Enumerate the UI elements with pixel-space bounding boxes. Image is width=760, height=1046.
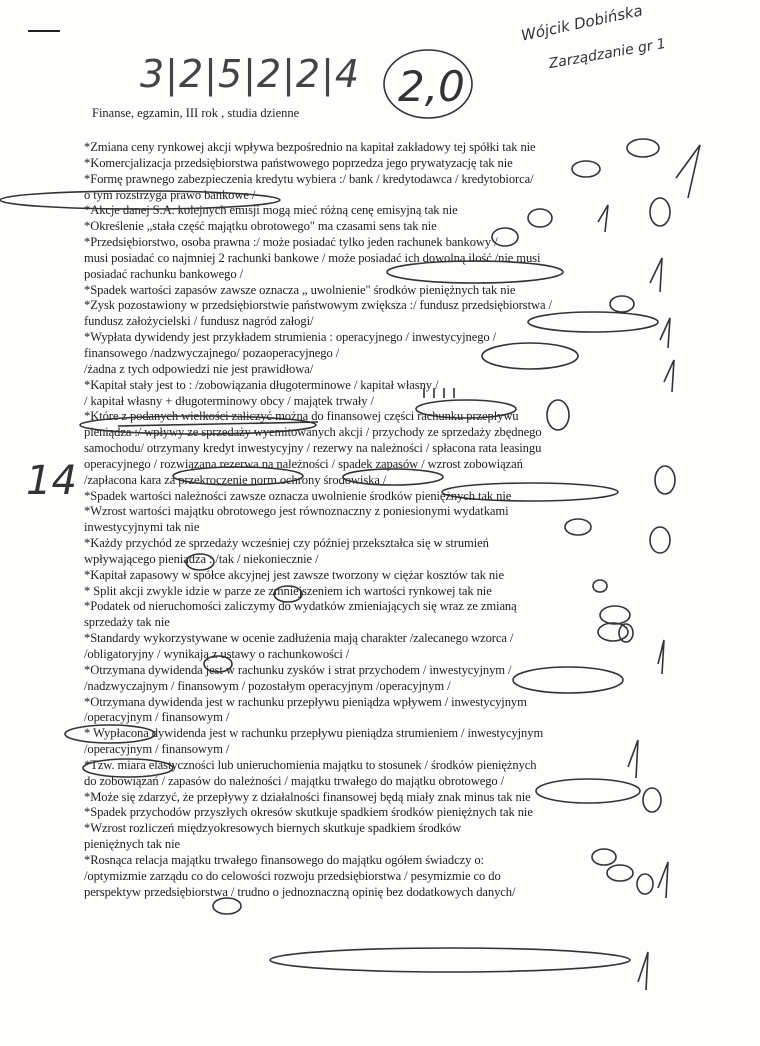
checkmark-icon xyxy=(664,360,674,392)
checkmark-icon xyxy=(676,145,700,198)
answer-circle-icon xyxy=(270,948,630,972)
answer-circle-icon xyxy=(416,400,516,418)
checkmark-icon xyxy=(658,862,668,898)
text-line: *Zmiana ceny rynkowej akcji wpływa bezpośrednio na kapitał zakładowy tej spółki tak nie xyxy=(84,140,536,154)
text-line: *Komercjalizacja przedsiębiorstwa państwowego poprzedza jego prywatyzację tak nie xyxy=(84,155,513,170)
answer-circle-icon xyxy=(213,898,241,914)
text-line: finansowego /nadzwyczajnego/ pozaoperacyjnego / xyxy=(84,345,340,360)
text-line: /obligatoryjny / wynikają z ustawy o rachunkowości / xyxy=(84,647,350,661)
checkmark-icon xyxy=(650,258,662,292)
text-line: *Formę prawnego zabezpieczenia kredytu wybiera :/ bank / kredytodawca / kredytobiorca/ xyxy=(84,171,534,186)
text-line: pieniądza :/ wpływy ze sprzedaży wyemitowanych akcji / przychody ze sprzedaży zbędnego xyxy=(84,425,542,440)
zero-mark-icon xyxy=(643,788,661,812)
text-line: samochodu/ otrzymany kredyt inwestycyjny / rezerwy na należności / spłacona rata leasingu xyxy=(84,441,542,456)
text-line: *Każdy przychód ze sprzedaży wcześniej czy później przekształca się w strumień xyxy=(84,536,489,551)
text-line: o tym rozstrzyga prawo bankowe / xyxy=(84,187,256,202)
text-line: * Split akcji zwykle idzie w parze ze zmniejszeniem ich wartości rynkowej tak nie xyxy=(84,583,492,598)
text-line: /operacyjnym / finansowym / xyxy=(84,710,230,725)
text-line: *Wzrost wartości majątku obrotowego jest równoznaczny z poniesionymi wydatkami xyxy=(84,504,509,519)
text-line: operacyjnego / rozwiązana rezerwa na należności / spadek zapasów / wzrost zobowiązań xyxy=(84,456,523,471)
zero-mark-icon xyxy=(650,527,670,553)
exam-heading: Finanse, egzamin, III rok , studia dzienne xyxy=(92,106,300,120)
answer-circle-icon xyxy=(65,725,155,743)
text-line: /optymizmie zarządu co do celowości rozwoju przedsiębiorstwa / pesymizmie co do xyxy=(84,868,501,883)
checkmark-icon xyxy=(638,952,648,990)
text-line: perspektyw przedsiębiorstwa / trudno o jednoznaczną opinię bez dodatkowych danych/ xyxy=(84,884,516,899)
answer-circle-icon xyxy=(598,623,628,641)
text-line: *Wzrost rozliczeń międzyokresowych biernych skutkuje spadkiem środków xyxy=(84,821,462,836)
answer-circle-icon xyxy=(528,209,552,227)
text-line: /żadna z tych odpowiedzi nie jest prawidłowa/ xyxy=(84,361,314,376)
zero-mark-icon xyxy=(547,400,569,430)
answer-circle-icon xyxy=(204,656,232,672)
text-line: musi posiadać co najmniej 2 rachunki bankowe / może posiadać ich dowolną ilość /nie musi xyxy=(84,250,541,265)
text-line: posiadać rachunku bankowego / xyxy=(84,266,244,281)
answer-circle-icon xyxy=(492,228,518,246)
text-line: /zapłacona kara za przekroczenie norm ochrony środowiska / xyxy=(84,472,387,487)
score: 14 xyxy=(26,458,77,504)
text-line: *Otrzymana dywidenda jest w rachunku przepływu pieniądza wpływem / inwestycyjnym xyxy=(84,694,527,709)
text-line: *Kapitał zapasowy w spółce akcyjnej jest zawsze tworzony w ciężar kosztów tak nie xyxy=(84,567,504,582)
text-line: wpływającego pieniądza : /tak / niekoniecznie / xyxy=(84,551,319,566)
answer-circle-icon xyxy=(442,483,618,501)
zero-mark-icon xyxy=(650,198,670,226)
signature: Wójcik Dobińska xyxy=(519,1,645,45)
text-line: * Wypłacona dywidenda jest w rachunku przepływu pieniądza strumieniem / inwestycyjnym xyxy=(84,726,544,741)
strike-icon xyxy=(118,422,318,426)
text-line: /nadzwyczajnym / finansowym / pozostałym operacyjnym /operacyjnym / xyxy=(84,678,451,693)
group-note: Zarządzanie gr 1 xyxy=(547,35,667,73)
answer-circle-icon xyxy=(186,554,214,570)
text-line: *Spadek wartości należności zawsze oznacza uwolnienie środków pieniężnych tak nie xyxy=(84,488,512,503)
answer-circle-icon xyxy=(592,849,616,865)
text-line: *Tzw. miara elastyczności lub unieruchomienia majątku to stosunek / środków pieniężnych xyxy=(84,757,537,772)
zero-mark-icon xyxy=(655,466,675,494)
hatch-marks-icon xyxy=(424,388,454,398)
zero-mark-icon xyxy=(593,580,607,592)
text-line: sprzedaży tak nie xyxy=(84,615,170,630)
answer-circle-icon xyxy=(387,261,563,283)
text-line: *Wypłata dywidendy jest przykładem strumienia : operacyjnego / inwestycyjnego / xyxy=(84,330,497,345)
text-line: inwestycyjnymi tak nie xyxy=(84,520,200,535)
answer-circle-icon xyxy=(343,469,443,485)
answer-circle-icon xyxy=(607,865,633,881)
answer-circle-icon xyxy=(173,467,303,485)
text-line: pieniężnych tak nie xyxy=(84,837,181,852)
answer-circle-icon xyxy=(536,779,640,803)
answer-circle-icon xyxy=(274,586,302,602)
checkmark-icon xyxy=(628,740,638,778)
answer-circle-icon xyxy=(83,759,173,777)
answer-circle-icon xyxy=(0,191,280,209)
text-line: fundusz założycielski / fundusz nagród załogi/ xyxy=(84,314,314,329)
answer-circle-icon xyxy=(528,312,658,332)
text-line: *Zysk pozostawiony w przedsiębiorstwie państwowym zwiększa :/ fundusz przedsiębiorstwa / xyxy=(84,298,552,313)
answer-circle-icon xyxy=(565,519,591,535)
text-line: *Które z podanych wielkości zaliczyć można do finansowej części rachunku przepływu xyxy=(84,409,519,424)
text-line: *Otrzymana dywidenda jest w rachunku zysków i strat przychodem / inwestycyjnym / xyxy=(84,662,512,677)
checkmark-icon xyxy=(598,205,608,232)
text-line: *Kapitał stały jest to : /zobowiązania długoterminowe / kapitał własny / xyxy=(84,377,439,392)
answer-circle-icon xyxy=(482,343,578,369)
text-line: do zobowiązań / zapasów do należności / majątku trwałego do majątku obrotowego / xyxy=(84,773,505,788)
grade: 2,0 xyxy=(398,62,465,111)
text-line: / kapitał własny + długoterminowy obcy / majątek trwały / xyxy=(84,393,374,408)
text-line: *Spadek przychodów przyszłych okresów skutkuje spadkiem środków pieniężnych tak nie xyxy=(84,805,533,820)
text-line: *Standardy wykorzystywane w ocenie zadłużenia mają charakter /zalecanego wzorca / xyxy=(84,631,514,646)
text-line: *Akcje danej S.A. kolejnych emisji mogą mieć różną cenę emisyjną tak nie xyxy=(84,203,458,218)
text-line: *Podatek od nieruchomości zaliczymy do wydatków zmieniających się wraz ze zmianą xyxy=(84,599,517,614)
text-line: *Spadek wartości zapasów zawsze oznacza „ uwolnienie" środków pieniężnych tak nie xyxy=(84,282,516,297)
text-line: *Rosnąca relacja majątku trwałego finansowego do majątku ogółem świadczy o: xyxy=(84,852,484,867)
answer-circle-icon xyxy=(610,296,634,312)
checkmark-icon xyxy=(658,640,664,674)
zero-mark-icon xyxy=(637,874,653,894)
student-number: 3|2|5|2|2|4 xyxy=(140,52,361,96)
grade-circle-icon xyxy=(384,50,472,118)
answer-circle-icon xyxy=(513,667,623,693)
answer-circle-icon xyxy=(600,606,630,624)
text-line: *Określenie „stała część majątku obrotowego" ma czasami sens tak nie xyxy=(84,219,437,234)
checkmark-icon xyxy=(660,318,670,348)
answer-circle-icon xyxy=(572,161,600,177)
text-line: /operacyjnym / finansowym / xyxy=(84,742,230,757)
answer-circle-icon xyxy=(627,139,659,157)
text-line: *Może się zdarzyć, że przepływy z działalności finansowej będą miały znak minus tak nie xyxy=(84,789,531,804)
text-line: *Przedsiębiorstwo, osoba prawna :/ może posiadać tylko jeden rachunek bankowy / xyxy=(84,235,498,250)
